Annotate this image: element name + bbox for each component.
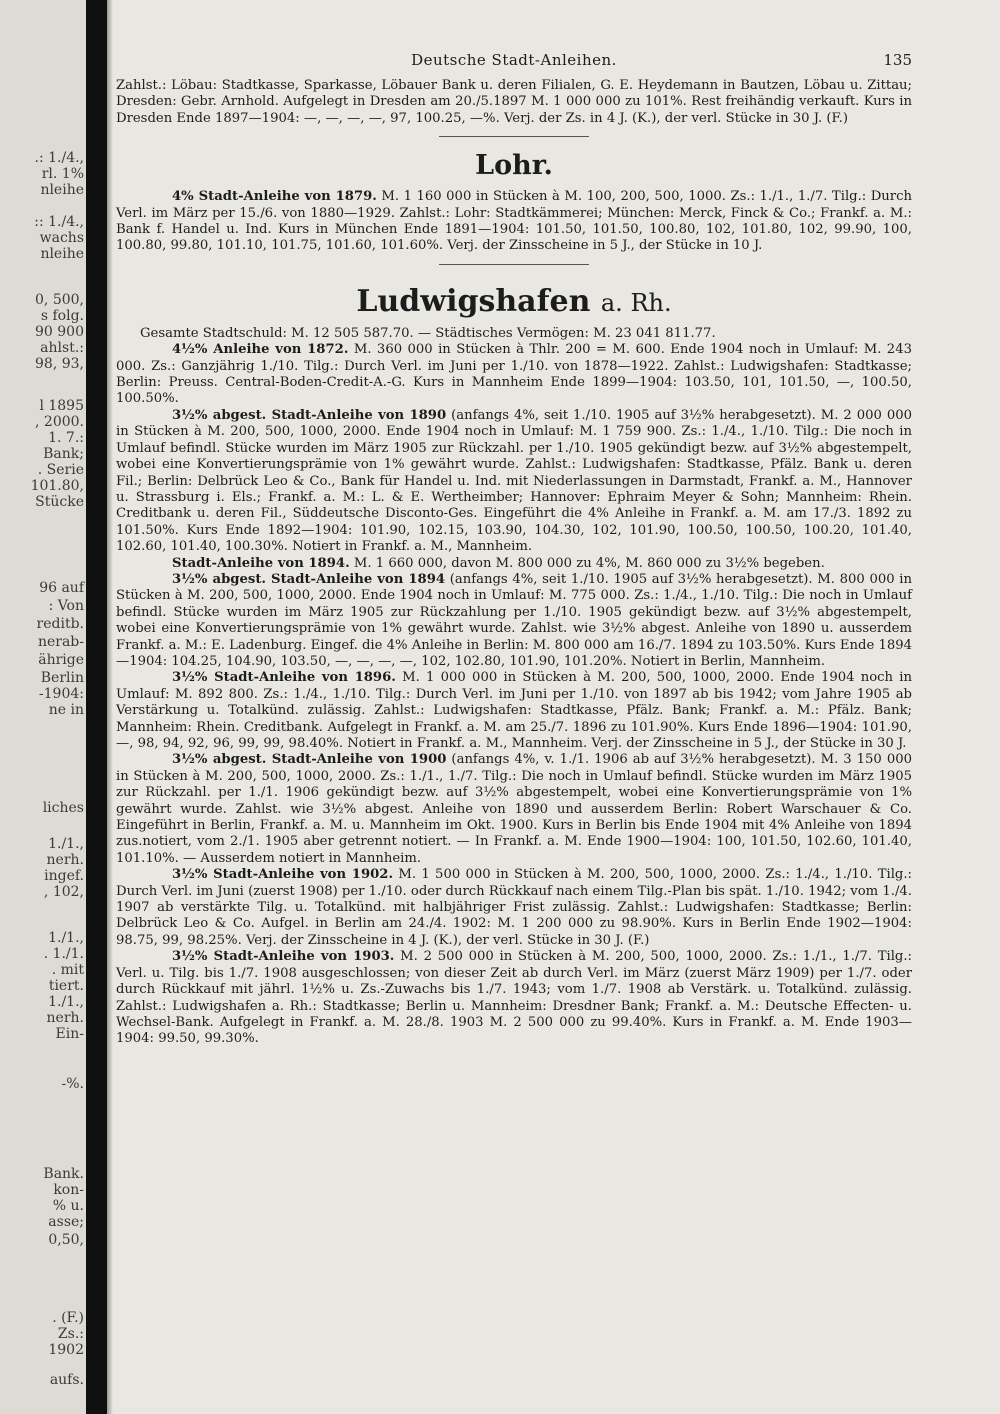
margin-fragment: :: 1./4., [34,214,84,230]
page-title: Deutsche Stadt-Anleihen. [411,51,617,69]
margin-fragment: l 1895 [39,398,84,414]
margin-fragment: wachs [39,230,84,246]
margin-fragment: 98, 93, [35,356,84,372]
loan-details: M. 2 500 000 in Stücken à M. 200, 500, 1000, 2000. Zs.: 1./1., 1./7. Tilg.: Verl. u. Tilg. bis 1./7. 1908 ausgeschlossen; von dieser Zeit ab durch Verl. im März (zuerst März 1909) per 1./7. oder durch Rückkauf mit jährl. 1½% u. Zs.-Zuwachs bis 1./7. 1943; vom 1./7. 1908 ab Verstärk. u. Totalkünd. zulässig. Zahlst.: Ludwigshafen a. Rh.: Stadtkasse; Berlin u. Mannheim: Dresdner Bank; Frankf. a. M.: Deutsche Effecten- u. Wechsel-Bank. Aufgelegt in Frankf. a. M. 28./8. 1903 M. 2 500 000 zu 99.40%. Kurs in Frankf. a. M. Ende 1903—1904: 99.50, 99.30%. [116,949,912,1047]
margin-fragment: ingef. [44,868,84,884]
margin-fragment: 1./1., [48,836,84,852]
gutter-shadow [107,0,113,1414]
loan-title: 4% Stadt-Anleihe von 1879. [172,189,377,205]
margin-fragment: 1./1., [48,994,84,1010]
ludwigshafen-entries [116,342,912,1047]
loan-details: M. 360 000 in Stücken à Thlr. 200 = M. 600. Ende 1904 noch in Umlauf: M. 243 000. Zs.: Ganzjährig 1./10. Tilg.: Durch Verl. im Juni per 1./10. von 1878—1922. Zahlst.: Ludwigshafen: Stadtkasse; Berlin: Preuss. Central-Boden-Credit-A.-G. Kurs in Mannheim Ende 1899—1904: 103.50, 101, 101.50, —, 100.50, 100.50%. [116,342,912,407]
margin-fragment: 96 auf [39,580,84,596]
margin-fragment: . 1./1. [43,946,84,962]
margin-fragment: nleihe [40,246,84,262]
margin-fragment: nerab- [37,634,84,650]
margin-fragment: tiert. [48,978,84,994]
loan-entry [116,556,912,572]
margin-fragment: 1. 7.: [48,430,84,446]
loan-entry [116,342,912,408]
page-content [116,52,912,1048]
margin-fragment: aufs. [49,1372,84,1388]
running-head [116,52,912,78]
margin-fragment: 1902 [48,1342,84,1358]
margin-fragment: Zs.: [57,1326,84,1342]
margin-fragment: : Von [48,598,84,614]
loan-title: 3½% Stadt-Anleihe von 1896. [172,670,396,686]
margin-fragment: 101.80, [30,478,84,494]
margin-fragment: rl. 1% [41,166,84,182]
margin-fragment: -1904: [38,686,84,702]
margin-fragment: Ein- [55,1026,84,1042]
loan-title: 3½% abgest. Stadt-Anleihe von 1894 [172,571,446,587]
margin-fragment: asse; [48,1214,84,1230]
loan-entry [116,670,912,752]
city-suffix: a. Rh. [600,288,672,317]
margin-fragment: nleihe [40,182,84,198]
loan-title: 4½% Anleihe von 1872. [172,342,349,358]
adjacent-page-margin [0,0,86,1414]
margin-fragment: Bank. [43,1166,84,1182]
margin-fragment: ne in [48,702,84,718]
margin-fragment: , 102, [43,884,84,900]
page-number: 135 [883,51,912,69]
loan-details: (anfangs 4%, seit 1./10. 1905 auf 3½% herabgesetzt). M. 2 000 000 in Stücken à M. 200, 500, 1000, 2000. Ende 1904 noch in Umlauf: M. 1 759 900. Zs.: 1./4., 1./10. Tilg.: Die noch in Umlauf befindl. Stücke wurden im März 1905 zur Rückzahl. per 1./10. 1905 gekündigt bezw. auf 3½% abgestempelt, wobei eine Konvertierungsprämie von 1% gewährt wurde. Zahlst.: Ludwigshafen: Stadtkasse, Pfälz. Bank u. deren Fil.; Berlin: Delbrück Leo & Co., Bank für Handel u. Ind. mit Niederlassungen in Darmstadt, Frankf. a. M., Hannover u. Strassburg i. Els.; Frankf. a. M.: L. & E. Wertheimber; Hannover: Ephraim Meyer & Sohn; Mannheim: Rhein. Creditbank u. deren Fil., Süddeutsche Disconto-Ges. Eingeführt die 4% Anleihe in Frankf. a. M. am 17./3. 1892 zu 101.50%. Kurs Ende 1892—1904: 101.90, 102.15, 103.90, 104.30, 102, 101.90, 100.50, 100.50, 100.20, 101.40, 102.60, 101.40, 100.30%. Notiert in Frankf. a. M., Mannheim. [116,407,913,555]
margin-fragment: liches [42,800,84,816]
city-heading-ludwigshafen [116,283,912,322]
margin-fragment: kon- [53,1182,84,1198]
margin-fragment: ahlst.: [40,340,84,356]
margin-fragment: , 2000. [35,414,84,430]
margin-fragment: . mit [51,962,84,978]
loan-details: M. 1 000 000 in Stücken à M. 200, 500, 1000, 2000. Ende 1904 noch in Umlauf: M. 892 800. Zs.: 1./4., 1./10. Tilg.: Durch Verl. im Juni per 1./10. von 1897 ab bis 1942; vom Jahre 1905 ab Verstärkung u. Totalkünd. zulässig. Zahlst.: Ludwigshafen: Stadtkasse, Pfälz. Bank; Frankf. a. M.: Pfälz. Bank; Mannheim: Rhein. Creditbank. Aufgelegt in Frankf. a. M. am 25./7. 1896 zu 101.90%. Kurs Ende 1896—1904: 101.90, —, 98, 94, 92, 96, 99, 99, 98.40%. Notiert in Frankf. a. M., Mannheim. Verj. der Zinsscheine in 5 J., der Stücke in 30 J. [116,670,912,751]
loan-title: 3½% abgest. Stadt-Anleihe von 1890 [172,407,447,423]
loan-entry [116,867,912,949]
loan-details: M. 1 500 000 in Stücken à M. 200, 500, 1000, 2000. Zs.: 1./4., 1./10. Tilg.: Durch Verl. im Juni (zuerst 1908) per 1./10. oder durch Rückkauf nach einem Tilg.-Plan bis spät. 1./10. 1942; vom 1./4. 1907 ab verstärkte Tilg. u. Totalkünd. mit halbjähriger Frist zulässig. Zahlst.: Ludwigshafen: Stadtkasse; Berlin: Delbrück Leo & Co. Aufgel. in Berlin am 24./4. 1902: M. 1 200 000 zu 98.90%. Kurs in Berlin Ende 1902—1904: 98.75, 99, 98.25%. Verj. der Zinsscheine in 4 J. (K.), der verl. Stücke in 30 J. (F.) [116,867,912,948]
margin-fragment: 0,50, [48,1232,84,1248]
loan-entry [116,408,912,556]
loan-entry [116,752,912,867]
loan-entry [116,949,912,1047]
margin-fragment: ährige [38,652,84,668]
loan-title: 3½% abgest. Stadt-Anleihe von 1900 [172,752,447,768]
margin-fragment: Stücke [35,494,84,510]
margin-fragment: . (F.) [52,1310,84,1326]
loan-details: M. 1 160 000 in Stücken à M. 100, 200, 500, 1000. Zs.: 1./1., 1./7. Tilg.: Durch Verl. im März per 15./6. von 1880—1929. Zahlst.: Lohr: Stadtkämmerei; München: Merck, Finck & Co.; Frankf. a. M.: Bank f. Handel u. Ind. Kurs in München Ende 1891—1904: 101.50, 101.50, 100.80, 102, 101.80, 102, 99.90, 100, 100.80, 99.80, 101.10, 101.75, 101.60, 101.60%. Verj. der Zinsscheine in 5 J., der Stücke in 10 J. [116,189,912,254]
margin-fragment: 0, 500, [35,292,84,308]
debt-summary: Gesamte Stadtschuld: M. 12 505 587.70. — Städtisches Vermögen: M. 23 041 811.77. [140,325,716,341]
loan-entry [116,189,912,255]
loan-details: M. 1 660 000, davon M. 800 000 zu 4%, M. 860 000 zu 3½% begeben. [349,555,825,571]
margin-fragment: reditb. [36,616,84,632]
loan-details: (anfangs 4%, seit 1./10. 1905 auf 3½% herabgesetzt). M. 800 000 in Stücken à M. 200, 500, 1000, 2000. Ende 1904 noch in Umlauf: M. 775 000. Zs.: 1./4., 1./10. Tilg.: Die noch in Umlauf befindl. Stücke wurden im März 1905 zur Rückzahlung per 1./10. 1905 gekündigt bezw. auf 3½% abgestempelt, wobei eine Konvertierungsprämie von 1% gewährt wurde. Zahlst. wie 3½% abgest. Anleihe von 1890 u. ausserdem Frankf. a. M.: E. Ladenburg. Eingef. die 4% Anleihe in Berlin: M. 800 000 am 16./7. 1894 zu 103.50%. Kurs Ende 1894—1904: 104.25, 104.90, 103.50, —, —, —, —, 102, 102.80, 101.90, 101.20%. Notiert in Berlin, Mannheim. [116,571,913,669]
city-heading-lohr: Lohr. [475,150,553,182]
lohr-entries [116,189,912,255]
loebau-entry-continuation: Zahlst.: Löbau: Stadtkasse, Sparkasse, Löbauer Bank u. deren Filialen, G. E. Heydemann in Bautzen, Löbau u. Zittau; Dresden: Gebr. Arnhold. Aufgelegt in Dresden am 20./5.1897 M. 1 000 000 zu 101%. Rest freihändig verkauft. Kurs in Dresden Ende 1897—1904: —, —, —, —, 97, 100.25, —%. Verj. der Zs. in 4 J. (K.), der verl. Stücke in 30 J. (F.) [116,78,912,126]
margin-fragment: Berlin [40,670,84,686]
margin-fragment: % u. [52,1198,84,1214]
loan-details: (anfangs 4%, v. 1./1. 1906 ab auf 3½% herabgesetzt). M. 3 150 000 in Stücken à M. 200, 500, 1000, 2000. Zs.: 1./1., 1./7. Tilg.: Die noch in Umlauf befindl. Stücke wurden im März 1905 zur Rückzahl. per 1./1. 1906 gekündigt bezw. auf 3½% abgestempelt, wobei eine Konvertierungsprämie von 1% gewährt wurde. Zahlst. wie 3½% abgest. Anleihe von 1890 und ausserdem Berlin: Robert Warschauer & Co. Eingeführt in Berlin, Frankf. a. M. u. Mannheim im Okt. 1900. Kurs in Berlin bis Ende 1904 mit 4% Anleihe von 1894 zus.notiert, vom 2./1. 1905 aber getrennt notiert. — In Frankf. a. M. Ende 1900—1904: 100, 101.50, 102.60, 101.40, 101.10%. — Ausserdem notiert in Mannheim. [116,752,912,866]
section-divider [439,264,589,265]
loan-title: 3½% Stadt-Anleihe von 1902. [172,867,394,883]
book-binding-shadow [86,0,107,1414]
margin-fragment: -%. [61,1076,84,1092]
loan-title: Stadt-Anleihe von 1894. [172,555,350,571]
margin-fragment: 90 900 [35,324,84,340]
section-divider [439,136,589,137]
margin-fragment: nerh. [46,1010,84,1026]
margin-fragment: . Serie [37,462,84,478]
margin-fragment: 1./1., [48,930,84,946]
loan-entry [116,572,912,670]
city-name: Ludwigshafen [356,283,591,319]
margin-fragment: s folg. [40,308,84,324]
margin-fragment: nerh. [46,852,84,868]
loan-title: 3½% Stadt-Anleihe von 1903. [172,949,395,965]
margin-fragment: Bank; [43,446,84,462]
margin-fragment: .: 1./4., [34,150,84,166]
